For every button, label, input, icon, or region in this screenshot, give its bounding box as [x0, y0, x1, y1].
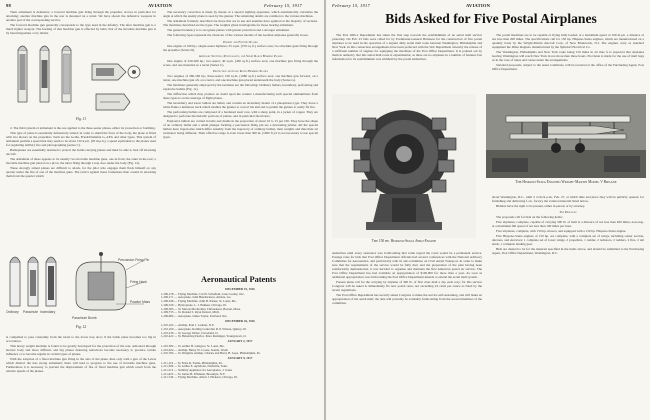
engine-photo-caption: The 150 hp. Hispano-Suiza Aero-Engine	[371, 239, 437, 243]
biplane-photo	[486, 94, 646, 186]
paragraph: Battleplanes are essentially destined to protect the bomb-carrying planes and must be able to beat off attacking aircraft.	[6, 147, 156, 156]
bullets-drawing	[6, 44, 156, 124]
paragraph: With the adoption of a fixed machine gun firing in the axis of the plane, then only with a gun of the Lewis which distinct the less strong armament; there will tend to progress to the use of movable machine guns. Furthermore it is necessary to prevent the displacement of fire of fixed machine gun which result from the relative speeds of the planes.	[6, 356, 156, 373]
right-col2-bottom	[492, 196, 644, 418]
paragraph: is compelled to pass constantly from the turret to the lower trap door; if the battle plane becomes too big in accordance.	[6, 336, 156, 343]
paragraph: The necessary correction is made by means of a special sighting apparatus, which automatically calculates the angle at which the enemy plane is seen by the gunner. The remaining details are common to the various machines.	[163, 11, 318, 18]
paragraph: One engine of 160 hp.; single-seater biplanes; 35 sq.m. (376 sq. ft.) surface area; two machine guns firing through the propeller (Series D).	[163, 44, 318, 52]
left-col1-top	[6, 11, 156, 42]
paragraph: The following types represent the character of the various models of the German airplanes generally in use.	[167, 33, 309, 38]
paragraph: Standard proposals, subject to the usual conditions, will be received at the office of the Purchasing Agent, Post Office Department.	[492, 62, 644, 71]
proposal-item: Five Hispano-Suiza engines of 150 hp. are complete, with a complete set of wings, including center section, ailerons, and elevators; 1 complete set of lower wings, 2 propellers, 1 rudder, 2 radiators, 2 rudders, 2 fins, 2 tail skids, 1 complete landing gear.	[492, 234, 644, 246]
paragraph: This type of plane is essentially defensively armed; in order to shield the front of the body, the plane is fitted with two motors on the propellers. Such are the Gotha, Friedrichshafen G, AEG and other types. This system of armament permits a speed that may seem to be about 150 k.p.h. (95 m.p.h.), a speed equivalent to the planes used for regulating artillery fire and photographing (series C).	[6, 131, 156, 147]
paragraph: Explosive bullets are carried in belts and drums in the proportion of about 10 to 15 per 100. They have the shape of an ordinary bullet and a small plunger forming a percussion firing pin are a detonating primer. All the special bullets have trajectories which differ sensibly from the trajectory of ordinary bullets, their weights and thus their air resistance being different. Their effective range is even lower than 300 m. (1000 ft.) it is not necessary to use special types.	[163, 118, 318, 139]
fig12-label: Parachute Bomb	[72, 316, 97, 320]
right-col2-top	[492, 34, 644, 92]
paragraph: The perforating bullets are composed of a hardened steel core, with a sharp point, in a jacket of copper. They are designed to perforate the metallic portions of planes, and in particular the motors.	[163, 109, 318, 118]
right-col1-bottom	[332, 252, 482, 418]
paragraph: The armament formerly described are those that are in use and enemies have applied on the majority of sections. The machines described are the types. The weights given in kilograms for those bearing armament.	[163, 19, 318, 27]
left-col1-bottom	[6, 336, 156, 418]
biplane-photo-caption: The Hispano-Suiza Engined Wright-Martin Model V Biplane	[515, 180, 617, 184]
engine-photo	[332, 94, 476, 244]
section-heading: The Proposals	[559, 210, 577, 215]
patent-item: 1,210,160 — Aeroplane. Rolling Controller R. P. Wilson, Quincy, Ill.	[161, 327, 247, 332]
patent-date: DECEMBER 19, 1916	[225, 287, 255, 291]
paragraph: 2. The third system of armament is the one applied to the three-seater planes, either for protection or bombing.	[10, 127, 156, 130]
left-page-number: 98	[6, 3, 11, 8]
fig12-label: Incendiary	[40, 310, 56, 314]
fig12-label: Percussion Firing Pin	[118, 258, 150, 262]
paragraph: Two engines of 260-160 hp.; three-seater; 100 sq.m. (1080 sq.ft.) surface area; one machine gun forward, on a turret, one machine gun aft, on a turret, and one machine gun placed underneath the body (Series G).	[163, 73, 318, 82]
patent-item: 1,209,158 — Flying Machine. Carl P. Schofield, Lane County, Ore.	[161, 291, 245, 296]
paragraph: These strongly armed planes are difficult to attack, for the pilot who engages them finds himself on any quarter under the fire of one of the machine guns. The tactics against these formations then consist in attacking them from the quarter which	[6, 165, 156, 178]
right-page	[326, 0, 650, 420]
proposal-item: Five airplanes, complete, capable of carrying 300 lb. of mail at a distance of not less than 200 miles, non-stop, at a maximum full speed of not less than 100 miles per hour.	[492, 220, 644, 228]
section-heading: Protection and Long Range Bombing Planes	[213, 69, 268, 74]
patent-date: JANUARY 9, 1917	[227, 355, 253, 360]
fig11-caption: Fig. 11	[75, 117, 87, 121]
left-page	[0, 0, 324, 420]
patent-date: JANUARY 2, 1917	[227, 339, 253, 344]
patent-item: 1,210,102 — Airship. Paul J. Laderer, N.Y.	[161, 323, 215, 328]
paragraph: The armament of these appears to be usually two movable machine guns, one in front, the other in the rear; a movable machine gun placed on a pivot, the latter firing through a trap door under the body (Fig. 12).	[6, 156, 156, 165]
right-date: February 15, 1917	[332, 3, 370, 8]
patent-item: 1,210,784 — To Dirigible Airship. Charles and Harry H. Lupe, Philadelphia, Pa.	[161, 351, 261, 356]
proposal-item: Five airplanes, complete, with 150 hp. motors, and equipped with a 150 hp. Hispano-Suiza engine.	[496, 229, 627, 233]
patent-item: 1,209,530 — Hydroplane. L. J. Bakken, Chicago, Ill.	[161, 302, 227, 307]
section-heading: Pursuit and Fighting Planes	[223, 39, 258, 44]
proposal-item: The proposals call for bids on the following items:	[496, 214, 563, 219]
patent-item: 1,209,348 — Flying Machine. John B. Parker, St. Louis, Mo.	[161, 299, 237, 304]
patent-item: 1,211,512 — Stability Appliance for Aeroplanes. J. Jones	[161, 368, 232, 373]
patent-item: 1,209,984 — Aeroplane. James Taylor, Portland, Ore.	[161, 313, 228, 318]
section-heading: Artillery Spotting, Photography, and Short Range Bombing Planes	[198, 54, 283, 59]
article-title: Bids Asked for Five Postal Airplanes	[385, 11, 597, 26]
fig12-label: Powder Mass	[130, 300, 150, 304]
paragraph: The Post Office Department has secretly asked Congress to make the service self-sustaining, and will make an appropriation of the aerial mail; the data will probably be evidently forthcoming from the several members of the committee.	[332, 292, 482, 305]
patent-item: 1,210,582 — To Arthur H. Glasgow, St. Louis, Mo.	[161, 343, 225, 348]
patents-list	[161, 287, 319, 418]
aero-patents-title: Aeronautical Patents	[201, 275, 276, 284]
paragraph: The Washington, Philadelphia and New York route being 150 miles in air line; it is expected that airplanes leaving Washington will reach New York in not more than three hours. Provision is made for the use of mail bags as in the case of trains and routes under the arrangements.	[492, 49, 644, 62]
fig12-label: Firing Hook	[130, 280, 147, 284]
paragraph: The forward machine gun generally corresponds to the type used in the infantry. The after machine gun is a much lighter weapon. The feeding of that machine gun is effected by belts; that of the movable machine gun is by band magazines or by drums.	[6, 22, 156, 35]
figure-11-bullets	[6, 44, 156, 124]
paragraph: This heavy weight machine is found to be greatly developed for the protection of the rear, armoured through heavier body and more difficult, and big planes featuring reductions become necessary to produce certain influence or to become regular in certain types of planes.	[6, 344, 156, 356]
fig12-label: Parachute	[23, 310, 39, 314]
patent-item: 1,210,230 — To George Weber, Cleveland, O.	[161, 330, 219, 335]
patent-item: 1,209,733 — To Roland S. Ryan Detroit, Mich.	[161, 310, 220, 315]
left-running-head: AVIATION	[148, 3, 173, 8]
proposal-item: Bids are desired to be for the material specified in the items above, and should be submitted to the Purchasing Agent, Post Office Department, Washington, D.C.	[492, 247, 644, 255]
figure-12-sections	[6, 248, 156, 334]
paragraph: authorities until every assurance was forthcoming that some regard the route would be a permanent service. Postage rates for bids that Post Office Department officials had several conferences with the National Advisory Committee for Aeronautics, and particularly with its sub-committee on Civil Aerial Transport, in order to make sure that the requirements of the service would be fully met; and the preparation of the plan having been satisfactorily demonstrated, it was decided to organize and maintain the first American postal air service. The Post Office Department has had available an appropriation of $100,000 for more than a year. As soon as additional appropriation was forthcoming the Post Office Department intends to extend the aerial mail system.	[332, 252, 482, 279]
paragraph: The postal machines are to be capable of flying fully loaded, at a maximum speed of 100 m.p.h. a distance of not less than 200 miles. The specifications call for 150 hp. Hispano-Suiza engines, which are manufactured on a quantity basis by the Wright-Martin Aircraft Corp. of New Brunswick, N.J. The engines carry as standard equipment the Dixie magneto manufactured by the Splitdorf Electrical Co.	[492, 34, 644, 49]
paragraph: Present plans call for the carrying by airplane of 300 lb. of first class mail a day each way; for this service Congress will be asked to immediately fix new postal rates, not exceeding 24 cents per ounce as fixed by the recent regulations.	[332, 279, 482, 292]
patent-item: 1,211,390 — To Arthur E. Aydelotte, Nashville, Tenn.	[161, 364, 228, 369]
paragraph: Bidders have the right to be present, either in person or by attorney.	[496, 204, 585, 208]
patent-item: 1,210,422 — To Balancing Device. Peter Rominger, Youngstown, O.	[161, 334, 247, 339]
paragraph: The Post Office Department has taken the first step towards the establishment of an aerial mail service yesterday. On Feb. 23 bids were called for by Postmaster-General Burleson for the construction of five postal airplanes to be used in the operation of a regular daily aerial mail route between Washington, Philadelphia and New York. In this connection arrangements have been perfected with the War Department whereby the release of a sufficient number of engines for equipping the machines of the Post Office Department. It is pointed out by them in authority that this aerial mail route is experimental, as there are no airplanes in a number of features fast information for its establishment was withheld by the postal authorities.	[332, 34, 482, 61]
fig12-labels	[6, 258, 156, 322]
paragraph: The diffraction which may produce no doubt upon the counter a manufacturing such special ammunitions from these types is on the steerage of flight planes.	[163, 91, 318, 100]
patent-date: DECEMBER 26, 1916	[225, 318, 255, 323]
paragraph: about Washington, D.C., until 2 o'clock p.m., Feb. 27, at which time and place they will be publicly opened, for furnishing and delivering f.o.b. factory the aviation material listed below.	[492, 196, 644, 203]
paragraph: Their armament is defensive; a forward machine gun firing through the propeller, arrows in particular for attacking; another machine gun in the rear is mounted on a turret. We have shown the defensive weapons in another part of the corresponding service.	[6, 11, 156, 22]
left-col1-mid	[6, 127, 156, 246]
patent-item: 1,211,740 — Flying Machine. Albert J. Hickson, Chicago, Ill.	[161, 375, 238, 380]
patent-item: 1,211,116 — To Ernst R. Fadde, Philadelphia, Pa.	[161, 360, 223, 365]
paragraph: The incendiary and tracer bullets are bullet, and contain an incendiary matter of a phosphorus type. They leave a white flame a luminous track which enables the gunner to correct his aim and to permit the gunner to easily fix fire.	[163, 100, 318, 109]
patent-item: 1,210,624 — Airship. Henry W. Coons, Seattle, Wash.	[161, 347, 229, 352]
left-col2	[163, 11, 318, 273]
paragraph: The general tendency is to recognize planes with greater protection and a stronger armament.	[167, 28, 290, 32]
right-col1-top	[332, 34, 482, 92]
biplane-illustration	[486, 94, 646, 178]
patent-item: 1,209,171 — Aeroplane. John Hendrickson, Atlanta, Ga.	[161, 295, 232, 300]
paragraph: The machines generally employed by the Germans are the following: Ordinary bullets, incendiary, perforating and explosive bullets (Fig. 11).	[163, 82, 318, 91]
patent-item: 1,211,623 — To James H. Pflannen, Brooklyn, N.Y.	[161, 371, 226, 376]
fig12-caption: Fig. 12	[75, 325, 87, 329]
fig12-label: Ordinary	[6, 310, 19, 314]
left-date: February 15, 1917	[264, 3, 302, 8]
paragraph: One engine of 220-260 hp.; two-seater; 40 sq.m. (430 sq.ft.) surface area; one machine gun firing through the screw, and one mounted on a turret (Series C).	[163, 58, 318, 67]
right-running-head: AVIATION	[466, 3, 491, 8]
aero-patents-header	[161, 275, 316, 284]
patent-item: 1,209,583 — To Mooreville Rodney Christenson, Boston, Mass.	[161, 306, 241, 311]
engine-illustration	[332, 94, 476, 238]
